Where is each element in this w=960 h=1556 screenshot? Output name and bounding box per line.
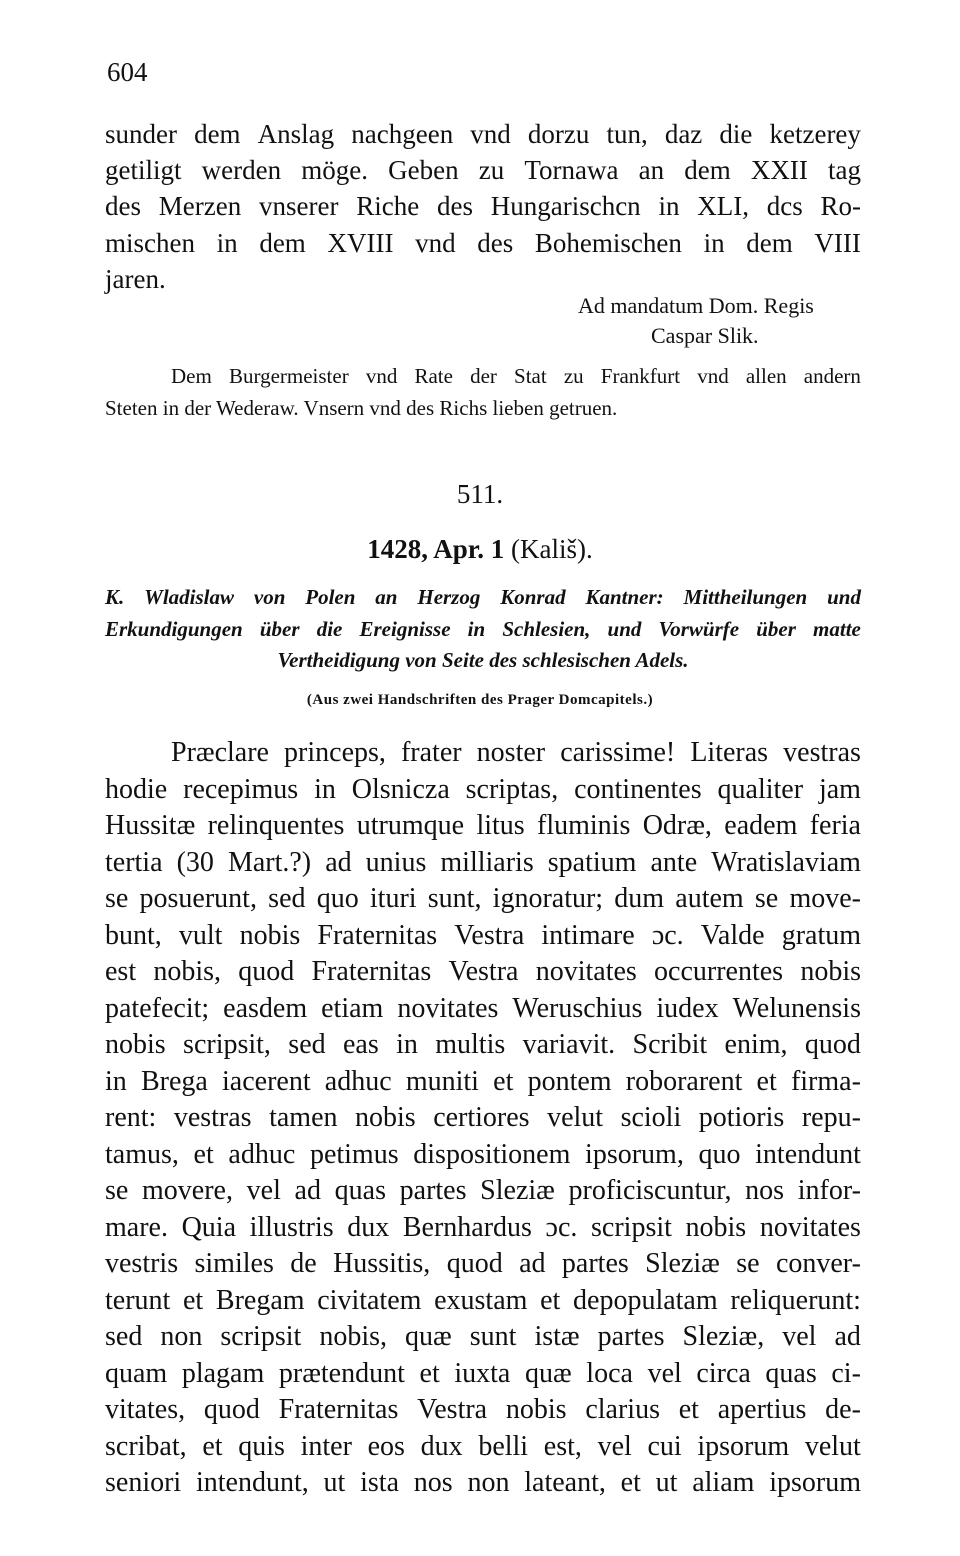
- text-line: vitates, quod Fraternitas Vestra nobis clarius et apertius de-: [105, 1394, 861, 1425]
- text-line: nobis scripsit, sed eas in multis variavit. Scribit enim, quod: [105, 1029, 861, 1060]
- text-line: Hussitæ relinquentes utrumque litus fluminis Odræ, eadem feria: [105, 810, 861, 841]
- text-line: seniori intendunt, ut ista nos non lateant, et ut aliam ipsorum: [105, 1467, 861, 1498]
- text-line: tertia (30 Mart.?) ad unius milliaris spatium ante Wratislaviam: [105, 846, 861, 878]
- text-line: des Merzen vnserer Riche des Hungarischcn in XLI, dcs Ro-: [105, 191, 861, 222]
- text-line: terunt et Bregam civitatem exustam et depopulatam reliquerunt:: [105, 1284, 861, 1316]
- text-line: sed non scripsit nobis, quæ sunt istæ partes Sleziæ, vel ad: [105, 1321, 861, 1352]
- text-line: se movere, vel ad quas partes Sleziæ proficiscuntur, nos infor-: [105, 1175, 861, 1206]
- document-place: (Kališ).: [511, 534, 593, 564]
- text-line: in Brega iacerent adhuc muniti et pontem roborarent et firma-: [105, 1065, 861, 1097]
- document-date-line: [0, 533, 960, 565]
- text-line: sunder dem Anslag nachgeen vnd dorzu tun, daz die ketzerey: [105, 119, 861, 149]
- page-number: 604: [107, 57, 148, 87]
- text-line: quam plagam prætendunt et iuxta quæ loca vel circa quas ci-: [105, 1357, 861, 1389]
- text-line: mischen in dem XVIII vnd des Bohemischen in dem VIII: [105, 227, 861, 258]
- text-line: vestris similes de Hussitis, quod ad partes Sleziæ se conver-: [105, 1248, 861, 1279]
- previous-document-text: [105, 116, 861, 297]
- summary-line: Vertheidigung von Seite des schlesischen Adels.: [277, 648, 689, 672]
- document-text: [105, 735, 861, 1502]
- text-line: se posuerunt, sed quo ituri sunt, ignoratur; dum autem se move-: [105, 883, 861, 914]
- summary-line: Erkundigungen über die Ereignisse in Schlesien, und Vorwürfe über matte: [105, 616, 861, 641]
- document-date: 1428, Apr. 1: [367, 534, 505, 564]
- document-summary: [105, 582, 861, 677]
- text-line: scribat, et quis inter eos dux belli est, vel cui ipsorum velut: [105, 1430, 861, 1462]
- summary-line: K. Wladislaw von Polen an Herzog Konrad Kantner: Mittheilungen und: [105, 585, 861, 609]
- text-line: rent: vestras tamen nobis certiores velut scioli potioris repu-: [105, 1102, 861, 1133]
- text-line: est nobis, quod Fraternitas Vestra novitates occurrentes nobis: [105, 956, 861, 987]
- address-line: Dem Burgermeister vnd Rate der Stat zu Frankfurt vnd allen andern: [171, 364, 861, 388]
- source-note: (Aus zwei Handschriften des Prager Domcapitels.): [306, 692, 654, 708]
- text-line: mare. Quia illustris dux Bernhardus ɔc. scripsit nobis novitates: [105, 1211, 861, 1243]
- text-line: patefecit; easdem etiam novitates Weruschius iudex Welunensis: [105, 992, 861, 1024]
- text-line: hodie recepimus in Olsnicza scriptas, continentes qualiter jam: [105, 773, 861, 805]
- text-line: Præclare princeps, frater noster carissime! Literas vestras: [171, 737, 861, 768]
- text-line: jaren.: [105, 263, 166, 294]
- document-number: 511.: [456, 479, 504, 509]
- signature-line-signer: Caspar Slik.: [651, 323, 759, 348]
- signature-line-mandate: Ad mandatum Dom. Regis: [578, 293, 814, 318]
- text-line: bunt, vult nobis Fraternitas Vestra intimare ɔc. Valde gratum: [105, 919, 861, 951]
- address-line: Steten in der Wederaw. Vnsern vnd des Richs lieben getruen.: [105, 396, 618, 420]
- text-line: getiligt werden möge. Geben zu Tornawa an dem XXII tag: [105, 155, 861, 186]
- address-block: [105, 360, 861, 424]
- text-line: tamus, et adhuc petimus dispositionem ipsorum, quo intendunt: [105, 1138, 861, 1170]
